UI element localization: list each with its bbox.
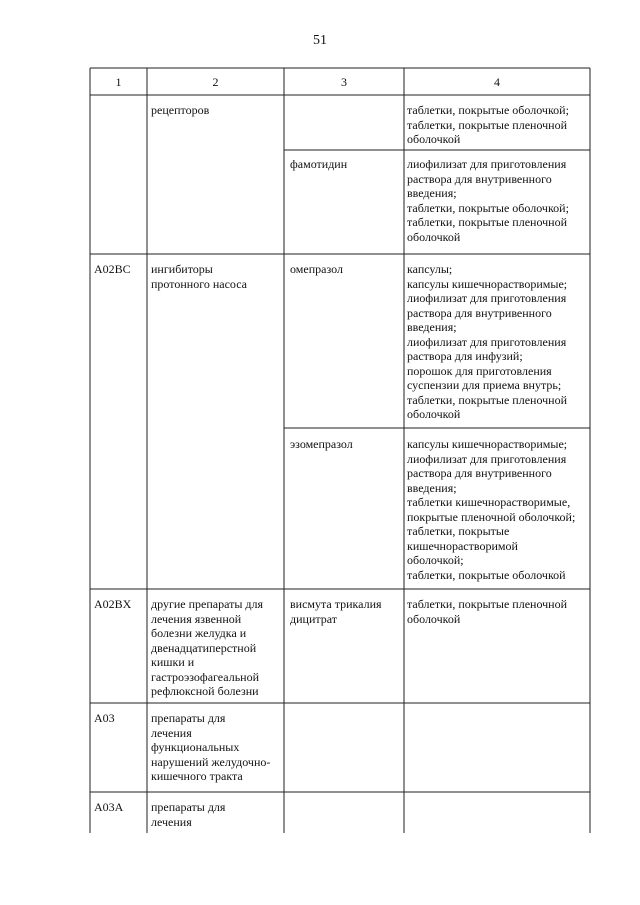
dosage-forms-text: лиофилизат для приготовления раствора для внутривенного введения; таблетки, покрытые оболочкой; таблетки, покрытые пленочной оболочкой (407, 157, 569, 244)
dosage-forms-text: таблетки, покрытые оболочкой; таблетки, покрытые пленочной оболочкой (407, 103, 569, 146)
group-name-cell (151, 800, 280, 829)
column-header-3: 3 (341, 75, 347, 89)
group-name-cell (151, 597, 280, 699)
group-name-text: препараты для лечения (151, 800, 226, 829)
atc-code-cell: A03 (94, 711, 115, 725)
drug-name-cell (290, 597, 400, 626)
atc-code-cell: A02BX (94, 597, 132, 611)
dosage-forms-text: таблетки, покрытые пленочной оболочкой (407, 597, 568, 626)
group-name-text: ингибиторы протонного насоса (151, 262, 247, 291)
group-name-text: другие препараты для лечения язвенной болезни желудка и двенадцатиперстной кишки и гастроэзофагеальной рефлюксной болезни (151, 597, 264, 698)
dosage-forms-cell (407, 103, 588, 147)
column-header-4: 4 (494, 75, 500, 89)
dosage-forms-cell (407, 437, 588, 582)
dosage-forms-text: капсулы кишечнорастворимые; лиофилизат для приготовления раствора для внутривенного введения; таблетки кишечнорастворимые, покрытые пленочной оболочкой; таблетки, покрытые кишечнорастворимой оболочкой; таблетки, покрытые оболочкой (407, 437, 576, 582)
group-name-cell: рецепторов (151, 103, 210, 117)
dosage-forms-cell (407, 262, 588, 422)
page-number: 51 (313, 33, 327, 48)
group-name-cell (151, 262, 280, 291)
column-header-1: 1 (115, 75, 122, 89)
group-name-text: препараты для лечения функциональных нарушений желудочно- кишечного тракта (151, 711, 271, 783)
column-header-2: 2 (212, 75, 219, 89)
drug-name-text: висмута трикалия дицитрат (290, 597, 382, 626)
atc-code-cell: A03A (94, 800, 124, 814)
dosage-forms-cell (407, 597, 588, 626)
drug-name-cell: омепразол (290, 262, 343, 276)
drug-name-cell: фамотидин (290, 157, 348, 171)
dosage-forms-cell (407, 157, 588, 244)
atc-code-cell: A02BC (94, 262, 131, 276)
dosage-forms-text: капсулы; капсулы кишечнорастворимые; лиофилизат для приготовления раствора для внутривенного введения; лиофилизат для приготовления раствора для инфузий; порошок для приготовления суспензии для приема внутрь; таблетки, покрытые пленочной оболочкой (407, 262, 568, 421)
drug-name-cell: эзомепразол (290, 437, 353, 451)
group-name-cell (151, 711, 280, 784)
